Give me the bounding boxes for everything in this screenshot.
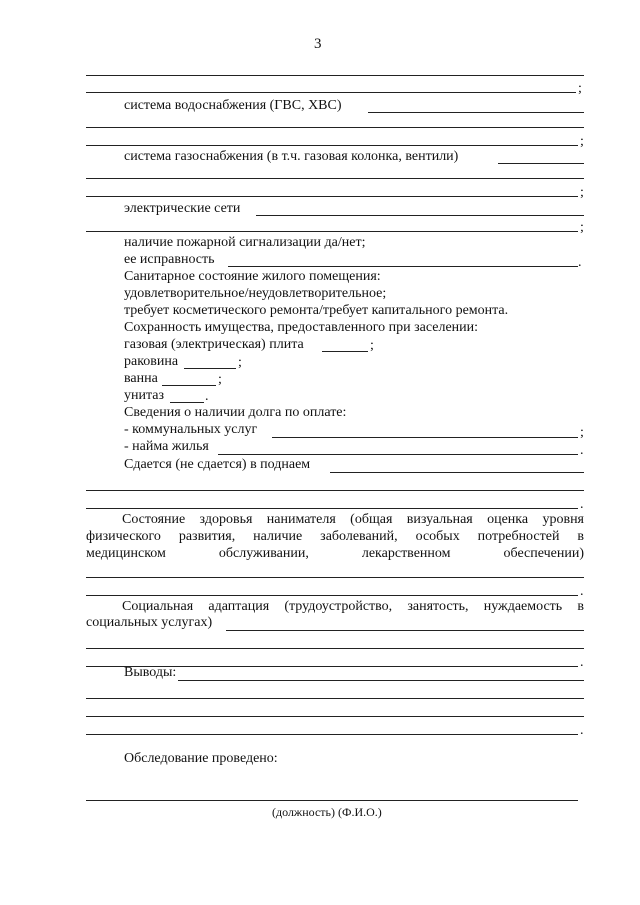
health-line-3: медицинском обслуживании, лекарственном обеспечении) <box>86 546 584 561</box>
stove-label: газовая (электрическая) плита <box>124 337 304 352</box>
signature-caption: (должность) (Ф.И.О.) <box>272 805 382 819</box>
fill-line <box>86 145 578 146</box>
toilet-label: унитаз <box>124 388 165 403</box>
serviceability-label: ее исправность <box>124 252 215 267</box>
fill-line <box>218 454 578 455</box>
period: . <box>580 723 584 738</box>
conclusions-label: Выводы: <box>124 665 177 680</box>
semicolon: ; <box>580 134 584 149</box>
water-supply-label: система водоснабжения (ГВС, ХВС) <box>124 98 342 113</box>
period: . <box>580 497 584 512</box>
fill-line <box>86 75 584 76</box>
rent-debt-label: - найма жилья <box>124 439 209 454</box>
period: . <box>580 655 584 670</box>
fill-line <box>86 196 578 197</box>
semicolon: ; <box>580 185 584 200</box>
fill-line <box>86 577 584 578</box>
period: . <box>205 389 209 404</box>
fill-line <box>86 490 584 491</box>
fill-line <box>86 595 578 596</box>
fill-line <box>272 437 578 438</box>
health-line-1: Состояние здоровья нанимателя (общая визуальная оценка уровня <box>122 512 584 527</box>
social-line-1: Социальная адаптация (трудоустройство, занятость, нуждаемость в <box>122 599 584 614</box>
page-number: 3 <box>314 36 322 52</box>
property-title: Сохранность имущества, предоставленного при заселении: <box>124 320 479 335</box>
repair-options: требует косметического ремонта/требует капитального ремонта. <box>124 303 509 318</box>
fill-line <box>170 402 204 403</box>
sink-label: раковина <box>124 354 179 369</box>
fill-line <box>226 630 584 631</box>
fill-line <box>86 231 578 232</box>
semicolon: ; <box>370 338 374 353</box>
fill-line <box>86 508 578 509</box>
semicolon: ; <box>580 220 584 235</box>
fill-line <box>86 127 584 128</box>
fill-line <box>368 112 584 113</box>
sanitary-options: удовлетворительное/неудовлетворительное; <box>124 286 387 301</box>
fill-line <box>322 351 368 352</box>
fill-line <box>498 163 584 164</box>
semicolon: ; <box>238 355 242 370</box>
gas-supply-label: система газоснабжения (в т.ч. газовая колонка, вентили) <box>124 149 459 164</box>
signature-line <box>86 800 578 801</box>
period: . <box>578 255 582 270</box>
health-line-2: физического развития, наличие заболеваний, особых потребностей в <box>86 529 584 544</box>
semicolon: ; <box>218 372 222 387</box>
sublet-label: Сдается (не сдается) в поднаем <box>124 457 311 472</box>
semicolon: ; <box>578 81 582 96</box>
fill-line <box>86 716 584 717</box>
fill-line <box>86 178 584 179</box>
fire-alarm-label: наличие пожарной сигнализации да/нет; <box>124 235 366 250</box>
utilities-debt-label: - коммунальных услуг <box>124 422 258 437</box>
fill-line <box>162 385 216 386</box>
social-line-2: социальных услугах) <box>86 615 213 630</box>
debt-title: Сведения о наличии долга по оплате: <box>124 405 347 420</box>
fill-line <box>86 734 578 735</box>
fill-line <box>86 698 584 699</box>
period: . <box>580 584 584 599</box>
electric-networks-label: электрические сети <box>124 201 241 216</box>
fill-line <box>184 368 236 369</box>
fill-line <box>178 680 584 681</box>
sanitary-title: Санитарное состояние жилого помещения: <box>124 269 381 284</box>
semicolon: ; <box>580 425 584 440</box>
period: . <box>580 443 584 458</box>
fill-line <box>256 215 584 216</box>
fill-line <box>330 472 584 473</box>
fill-line <box>86 648 584 649</box>
survey-done-label: Обследование проведено: <box>124 751 278 766</box>
fill-line <box>86 92 576 93</box>
fill-line <box>228 266 578 267</box>
bath-label: ванна <box>124 371 158 386</box>
